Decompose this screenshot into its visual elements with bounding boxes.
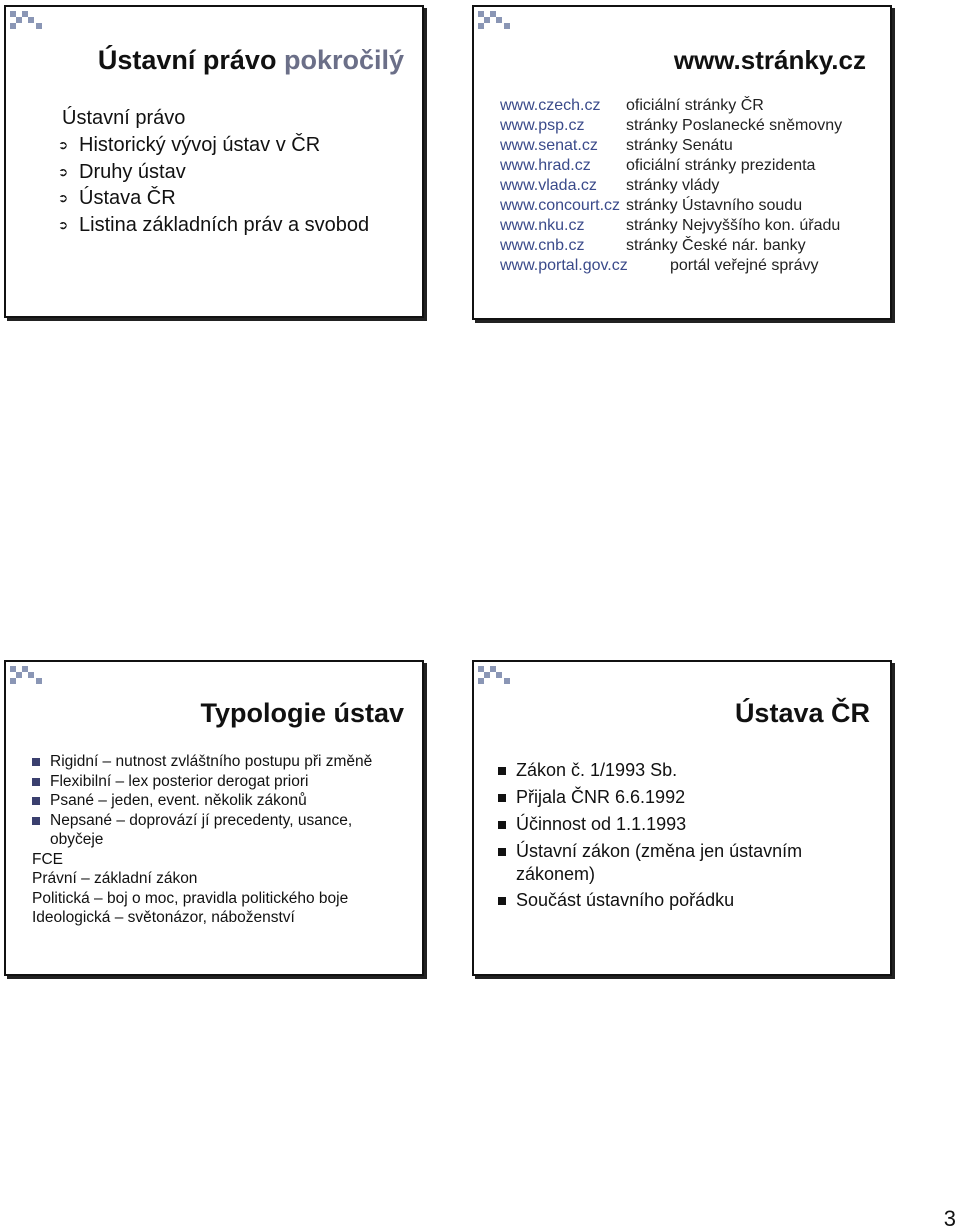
slide-decoration-icon — [478, 666, 512, 686]
square-bullet-icon — [32, 797, 40, 805]
website-link[interactable]: www.portal.gov.cz — [500, 257, 628, 274]
typology-list — [32, 752, 372, 928]
list-item: ➲ Historický vývoj ústav v ČR — [58, 132, 369, 159]
page-number: 3 — [943, 1206, 956, 1231]
constitution-facts-list — [496, 757, 802, 914]
website-link[interactable]: www.hrad.cz — [500, 157, 591, 174]
list-item: Zákon č. 1/1993 Sb. — [496, 757, 802, 784]
list-item: Nepsané – doprovází jí precedenty, usance, obyčeje — [32, 811, 372, 850]
list-item: Účinnost od 1.1.1993 — [496, 811, 802, 838]
slide-title: Ústava ČR — [734, 698, 870, 728]
website-link[interactable]: www.vlada.cz — [500, 177, 597, 194]
website-link[interactable]: www.concourt.cz — [500, 197, 621, 214]
list-item: Právní – základní zákon — [32, 870, 198, 887]
website-link[interactable]: www.senat.cz — [500, 137, 598, 154]
square-bullet-icon — [498, 794, 506, 802]
slide-decoration-icon — [10, 666, 44, 686]
arrow-bullet-icon: ➲ — [58, 164, 69, 179]
list-item: FCE — [32, 850, 63, 868]
topic-list — [58, 132, 369, 238]
list-item: ➲ Ústava ČR — [58, 185, 369, 212]
list-item: ➲ Druhy ústav — [58, 159, 369, 186]
list-item: Flexibilní – lex posterior derogat priori — [32, 772, 372, 792]
arrow-bullet-icon: ➲ — [58, 191, 69, 205]
arrow-bullet-icon: ➲ — [58, 217, 69, 232]
website-link[interactable]: www.nku.cz — [500, 217, 585, 234]
slide-heading: Ústavní právo — [62, 107, 186, 129]
square-bullet-icon — [32, 778, 40, 786]
arrow-bullet-icon: ➲ — [58, 138, 69, 152]
website-link[interactable]: www.czech.cz — [500, 97, 601, 114]
slide-decoration-icon — [478, 11, 512, 31]
square-bullet-icon — [498, 897, 506, 905]
square-bullet-icon — [498, 848, 506, 856]
slide-decoration-icon — [10, 11, 44, 31]
website-link[interactable]: www.psp.cz — [500, 117, 585, 134]
slide-title: Typologie ústav — [200, 698, 404, 728]
slide-title: Ústavní právo pokročilý — [97, 45, 404, 75]
list-item: Rigidní – nutnost zvláštního postupu při změně — [32, 752, 372, 772]
list-item: Ústavní zákon (změna jen ústavním zákonem) — [496, 838, 802, 887]
list-item: Politická – boj o moc, pravidla politického boje — [32, 889, 349, 907]
slide-websites: www.stránky.cz www.czech.cz oficiální stránky ČR www.psp.cz stránky Poslanecké sněmovny www.senat.cz stránky Senátu www.hrad.cz oficiální stránky prezidenta www.vlada.cz stránky vlády www.concourt.cz stránky Ústavního soudu www.nku.cz stránky Nejvyššího kon. úřadu www.cnb.cz stránky České nár. banky www.portal.gov.cz portál veřejné správy — [472, 5, 892, 320]
slide-ustavni-pravo — [4, 5, 424, 318]
list-item: ➲ Listina základních práv a svobod — [58, 212, 369, 239]
list-item: Přijala ČNR 6.6.1992 — [496, 784, 802, 811]
square-bullet-icon — [32, 817, 40, 825]
list-item: Ideologická – světonázor, náboženství — [32, 909, 295, 926]
square-bullet-icon — [498, 767, 506, 775]
square-bullet-icon — [32, 758, 40, 766]
slide-typologie — [4, 660, 424, 976]
square-bullet-icon — [498, 821, 506, 829]
list-item: Součást ústavního pořádku — [496, 887, 802, 914]
slide-ustava-cr — [472, 660, 892, 976]
slide-title: www.stránky.cz — [673, 45, 866, 75]
website-link[interactable]: www.cnb.cz — [500, 237, 585, 254]
list-item: Psané – jeden, event. několik zákonů — [32, 791, 372, 811]
